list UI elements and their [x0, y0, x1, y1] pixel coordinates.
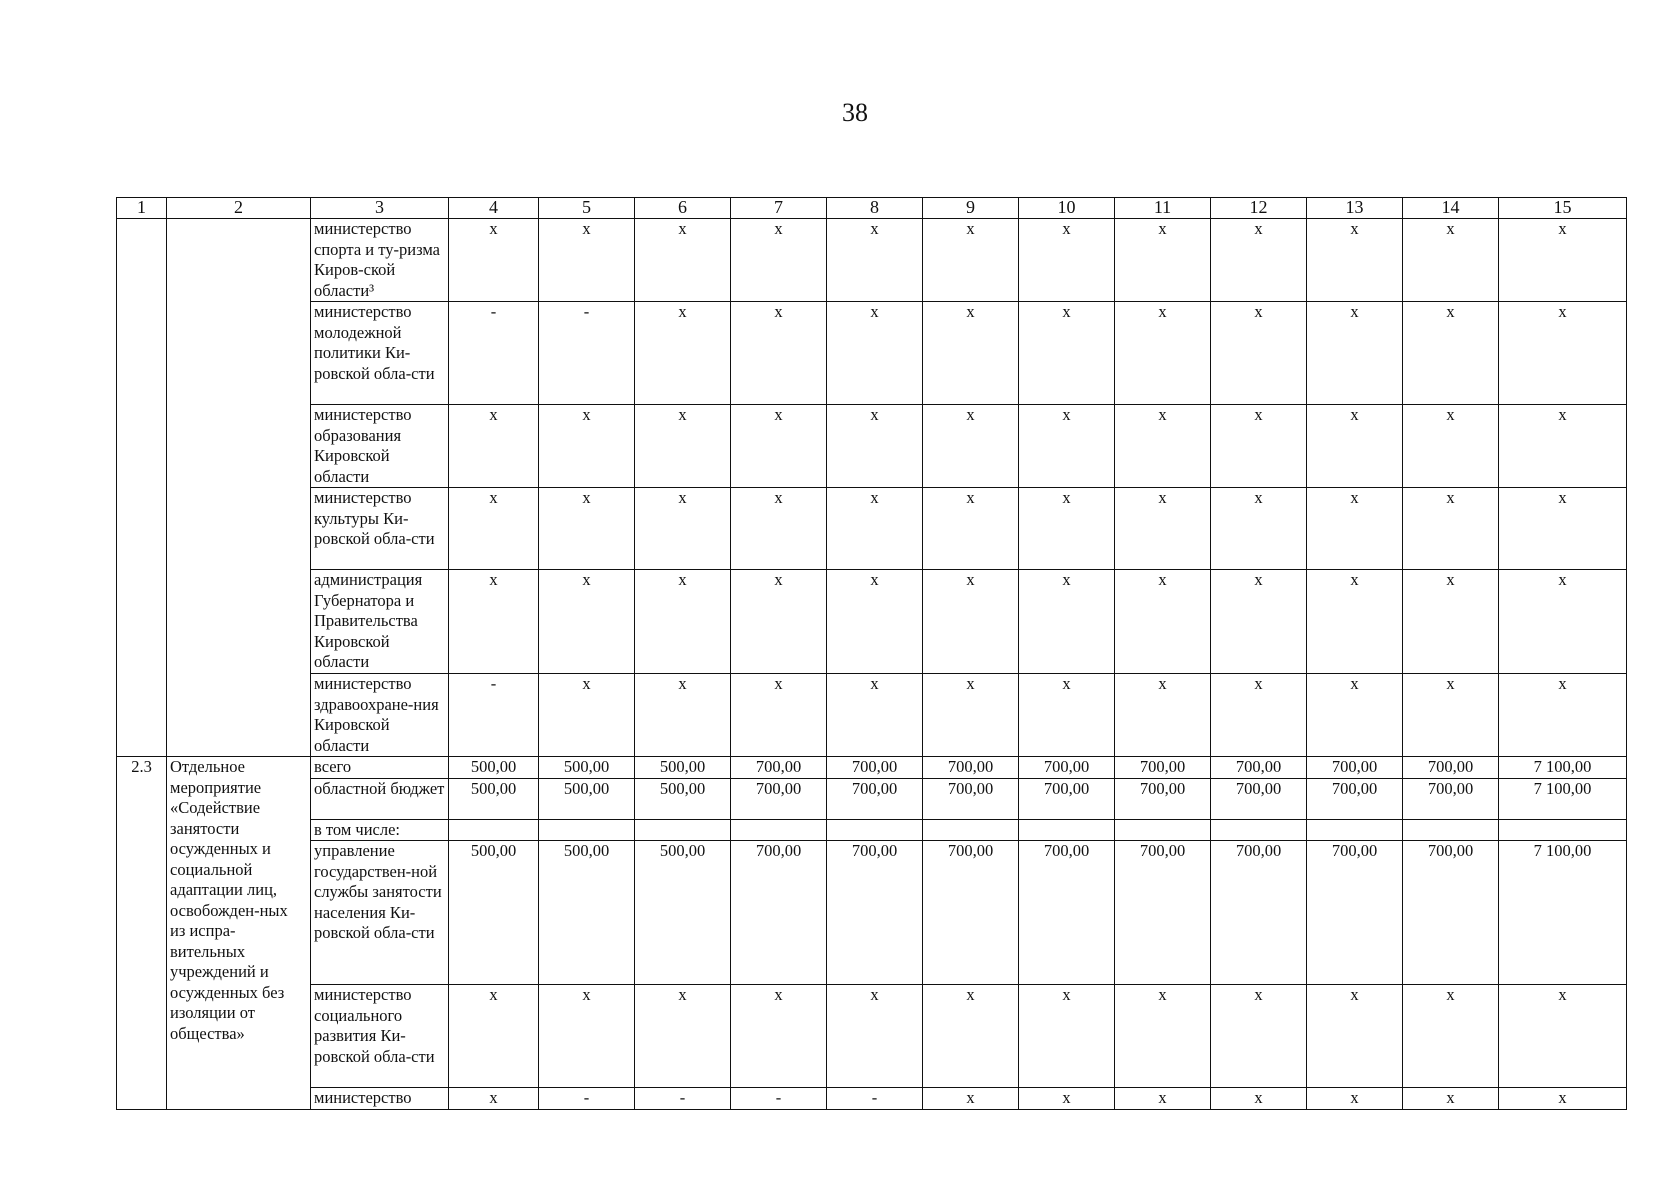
value-cell [1115, 819, 1211, 841]
value-cell: x [449, 1088, 539, 1110]
value-cell: x [1499, 488, 1627, 570]
value-cell: x [1307, 488, 1403, 570]
value-cell: x [1307, 302, 1403, 405]
value-cell: 700,00 [923, 778, 1019, 819]
value-cell: x [1211, 219, 1307, 302]
table-row [117, 819, 1627, 841]
value-cell: x [449, 488, 539, 570]
value-cell: x [1403, 405, 1499, 488]
value-cell: 700,00 [731, 757, 827, 779]
value-cell [635, 819, 731, 841]
value-cell: 7 100,00 [1499, 841, 1627, 985]
value-cell: x [923, 674, 1019, 757]
value-cell [539, 819, 635, 841]
value-cell: x [1499, 570, 1627, 674]
value-cell: x [1019, 488, 1115, 570]
value-cell: x [1499, 219, 1627, 302]
value-cell: 500,00 [635, 778, 731, 819]
value-cell: x [1115, 488, 1211, 570]
value-cell: 700,00 [1307, 778, 1403, 819]
table-row [117, 570, 1627, 674]
value-cell: 7 100,00 [1499, 778, 1627, 819]
value-cell: x [1115, 302, 1211, 405]
value-cell: x [1115, 570, 1211, 674]
value-cell: x [635, 219, 731, 302]
value-cell: x [1115, 674, 1211, 757]
value-cell: x [827, 219, 923, 302]
value-cell: x [1307, 1088, 1403, 1110]
value-cell: x [1019, 570, 1115, 674]
column-header: 1 [117, 198, 167, 219]
executor-cell: министерство [311, 1088, 449, 1110]
value-cell: x [731, 570, 827, 674]
value-cell: x [1019, 674, 1115, 757]
value-cell: x [1403, 1088, 1499, 1110]
value-cell: 500,00 [635, 841, 731, 985]
value-cell: 500,00 [539, 778, 635, 819]
value-cell: 7 100,00 [1499, 757, 1627, 779]
value-cell: x [1211, 1088, 1307, 1110]
value-cell: 500,00 [449, 778, 539, 819]
value-cell: - [449, 302, 539, 405]
value-cell: 700,00 [731, 841, 827, 985]
executor-cell: министерство спорта и ту-ризма Киров-ской области³ [311, 219, 449, 302]
value-cell: x [827, 405, 923, 488]
value-cell: 700,00 [731, 778, 827, 819]
column-header: 7 [731, 198, 827, 219]
table-row [117, 757, 1627, 779]
value-cell: 700,00 [1307, 757, 1403, 779]
value-cell: x [539, 674, 635, 757]
value-cell: x [731, 405, 827, 488]
value-cell: x [731, 219, 827, 302]
value-cell: x [827, 985, 923, 1088]
value-cell: x [1211, 674, 1307, 757]
table-row [117, 841, 1627, 985]
value-cell: 500,00 [539, 757, 635, 779]
value-cell [1211, 819, 1307, 841]
value-cell: x [449, 570, 539, 674]
table-row [117, 778, 1627, 819]
executor-cell: администрация Губернатора и Правительства Кировской области [311, 570, 449, 674]
value-cell: x [1019, 219, 1115, 302]
value-cell: x [1499, 1088, 1627, 1110]
value-cell: 700,00 [1403, 841, 1499, 985]
value-cell: x [1403, 570, 1499, 674]
row-id-cell: 2.3 [117, 757, 167, 1110]
value-cell: x [731, 488, 827, 570]
value-cell: 700,00 [1115, 841, 1211, 985]
value-cell: x [635, 488, 731, 570]
value-cell: 700,00 [827, 757, 923, 779]
value-cell: x [923, 219, 1019, 302]
value-cell [1499, 819, 1627, 841]
value-cell: x [1019, 1088, 1115, 1110]
value-cell: x [1115, 405, 1211, 488]
value-cell [731, 819, 827, 841]
value-cell: - [449, 674, 539, 757]
column-header: 2 [167, 198, 311, 219]
value-cell: x [731, 985, 827, 1088]
executor-cell: министерство социального развития Ки-ровской обла-сти [311, 985, 449, 1088]
row-id-cell [117, 219, 167, 757]
value-cell [1403, 819, 1499, 841]
value-cell: 700,00 [1115, 757, 1211, 779]
column-header: 14 [1403, 198, 1499, 219]
value-cell: - [731, 1088, 827, 1110]
value-cell: x [1307, 405, 1403, 488]
value-cell: x [449, 219, 539, 302]
value-cell [1307, 819, 1403, 841]
table-row [117, 674, 1627, 757]
executor-cell: министерство молодежной политики Ки-ровской обла-сти [311, 302, 449, 405]
column-header: 13 [1307, 198, 1403, 219]
value-cell: 700,00 [1403, 757, 1499, 779]
value-cell: x [1211, 985, 1307, 1088]
value-cell: 700,00 [827, 778, 923, 819]
value-cell: x [1211, 570, 1307, 674]
value-cell: x [449, 985, 539, 1088]
value-cell: x [827, 488, 923, 570]
value-cell: x [1403, 302, 1499, 405]
value-cell: x [539, 405, 635, 488]
value-cell [1019, 819, 1115, 841]
value-cell: 700,00 [923, 841, 1019, 985]
value-cell: x [635, 302, 731, 405]
activity-name-cell: Отдельное мероприятие «Содействие занятости осужденных и социальной адаптации лиц, освобожден-ных из испра-вительных учреждений и осужденных без изоляции от общества» [167, 757, 311, 1110]
table-body [117, 219, 1627, 1110]
executor-cell: министерство здравоохране-ния Кировской области [311, 674, 449, 757]
value-cell: x [827, 570, 923, 674]
value-cell: x [1307, 674, 1403, 757]
column-header: 4 [449, 198, 539, 219]
value-cell: x [1403, 488, 1499, 570]
table-row [117, 1088, 1627, 1110]
value-cell: x [635, 674, 731, 757]
executor-cell: управление государствен-ной службы занятости населения Ки-ровской обла-сти [311, 841, 449, 985]
table-row [117, 302, 1627, 405]
value-cell: 700,00 [923, 757, 1019, 779]
value-cell: x [1019, 302, 1115, 405]
column-header: 9 [923, 198, 1019, 219]
value-cell: x [1499, 302, 1627, 405]
value-cell: 700,00 [1211, 757, 1307, 779]
column-header: 10 [1019, 198, 1115, 219]
value-cell: x [1115, 1088, 1211, 1110]
value-cell: x [1499, 405, 1627, 488]
budget-table [116, 197, 1627, 1110]
column-header: 12 [1211, 198, 1307, 219]
value-cell: x [923, 488, 1019, 570]
value-cell: x [1115, 219, 1211, 302]
value-cell: x [1307, 219, 1403, 302]
column-header: 11 [1115, 198, 1211, 219]
value-cell: x [1403, 219, 1499, 302]
value-cell: x [923, 1088, 1019, 1110]
value-cell: x [1499, 674, 1627, 757]
value-cell: 700,00 [1019, 841, 1115, 985]
value-cell: 500,00 [635, 757, 731, 779]
value-cell: 700,00 [1019, 757, 1115, 779]
value-cell: 500,00 [449, 757, 539, 779]
value-cell: - [827, 1088, 923, 1110]
executor-cell: министерство образования Кировской области [311, 405, 449, 488]
value-cell: x [827, 674, 923, 757]
value-cell: - [635, 1088, 731, 1110]
value-cell: x [539, 985, 635, 1088]
column-header: 6 [635, 198, 731, 219]
value-cell: x [539, 570, 635, 674]
value-cell: x [1019, 405, 1115, 488]
value-cell: 500,00 [539, 841, 635, 985]
column-header: 5 [539, 198, 635, 219]
executor-cell: областной бюджет [311, 778, 449, 819]
value-cell: 700,00 [1019, 778, 1115, 819]
value-cell: x [1307, 570, 1403, 674]
value-cell: - [539, 1088, 635, 1110]
value-cell: 700,00 [1211, 778, 1307, 819]
value-cell: x [1403, 985, 1499, 1088]
executor-cell: министерство культуры Ки-ровской обла-сти [311, 488, 449, 570]
header-row [117, 198, 1627, 219]
value-cell: x [449, 405, 539, 488]
value-cell: x [923, 985, 1019, 1088]
value-cell: x [635, 570, 731, 674]
activity-name-cell [167, 219, 311, 757]
value-cell: x [923, 405, 1019, 488]
value-cell: x [1403, 674, 1499, 757]
executor-cell: всего [311, 757, 449, 779]
value-cell: x [1115, 985, 1211, 1088]
value-cell: 700,00 [1211, 841, 1307, 985]
value-cell: 700,00 [1115, 778, 1211, 819]
value-cell: 700,00 [1403, 778, 1499, 819]
page-number: 38 [842, 98, 868, 127]
value-cell [449, 819, 539, 841]
table-row [117, 219, 1627, 302]
table-row [117, 405, 1627, 488]
value-cell: x [1019, 985, 1115, 1088]
value-cell: 700,00 [1307, 841, 1403, 985]
value-cell: x [539, 488, 635, 570]
value-cell: x [1499, 985, 1627, 1088]
value-cell: x [539, 219, 635, 302]
column-header: 15 [1499, 198, 1627, 219]
column-header: 3 [311, 198, 449, 219]
value-cell: 700,00 [827, 841, 923, 985]
value-cell: x [635, 405, 731, 488]
value-cell: x [1211, 405, 1307, 488]
executor-cell: в том числе: [311, 819, 449, 841]
value-cell: x [1307, 985, 1403, 1088]
value-cell: x [827, 302, 923, 405]
table-row [117, 488, 1627, 570]
table-row [117, 985, 1627, 1088]
value-cell: x [731, 302, 827, 405]
value-cell: 500,00 [449, 841, 539, 985]
value-cell: x [1211, 488, 1307, 570]
value-cell: x [923, 570, 1019, 674]
value-cell: x [923, 302, 1019, 405]
value-cell: x [731, 674, 827, 757]
value-cell [923, 819, 1019, 841]
value-cell: x [635, 985, 731, 1088]
value-cell [827, 819, 923, 841]
column-header: 8 [827, 198, 923, 219]
value-cell: - [539, 302, 635, 405]
value-cell: x [1211, 302, 1307, 405]
